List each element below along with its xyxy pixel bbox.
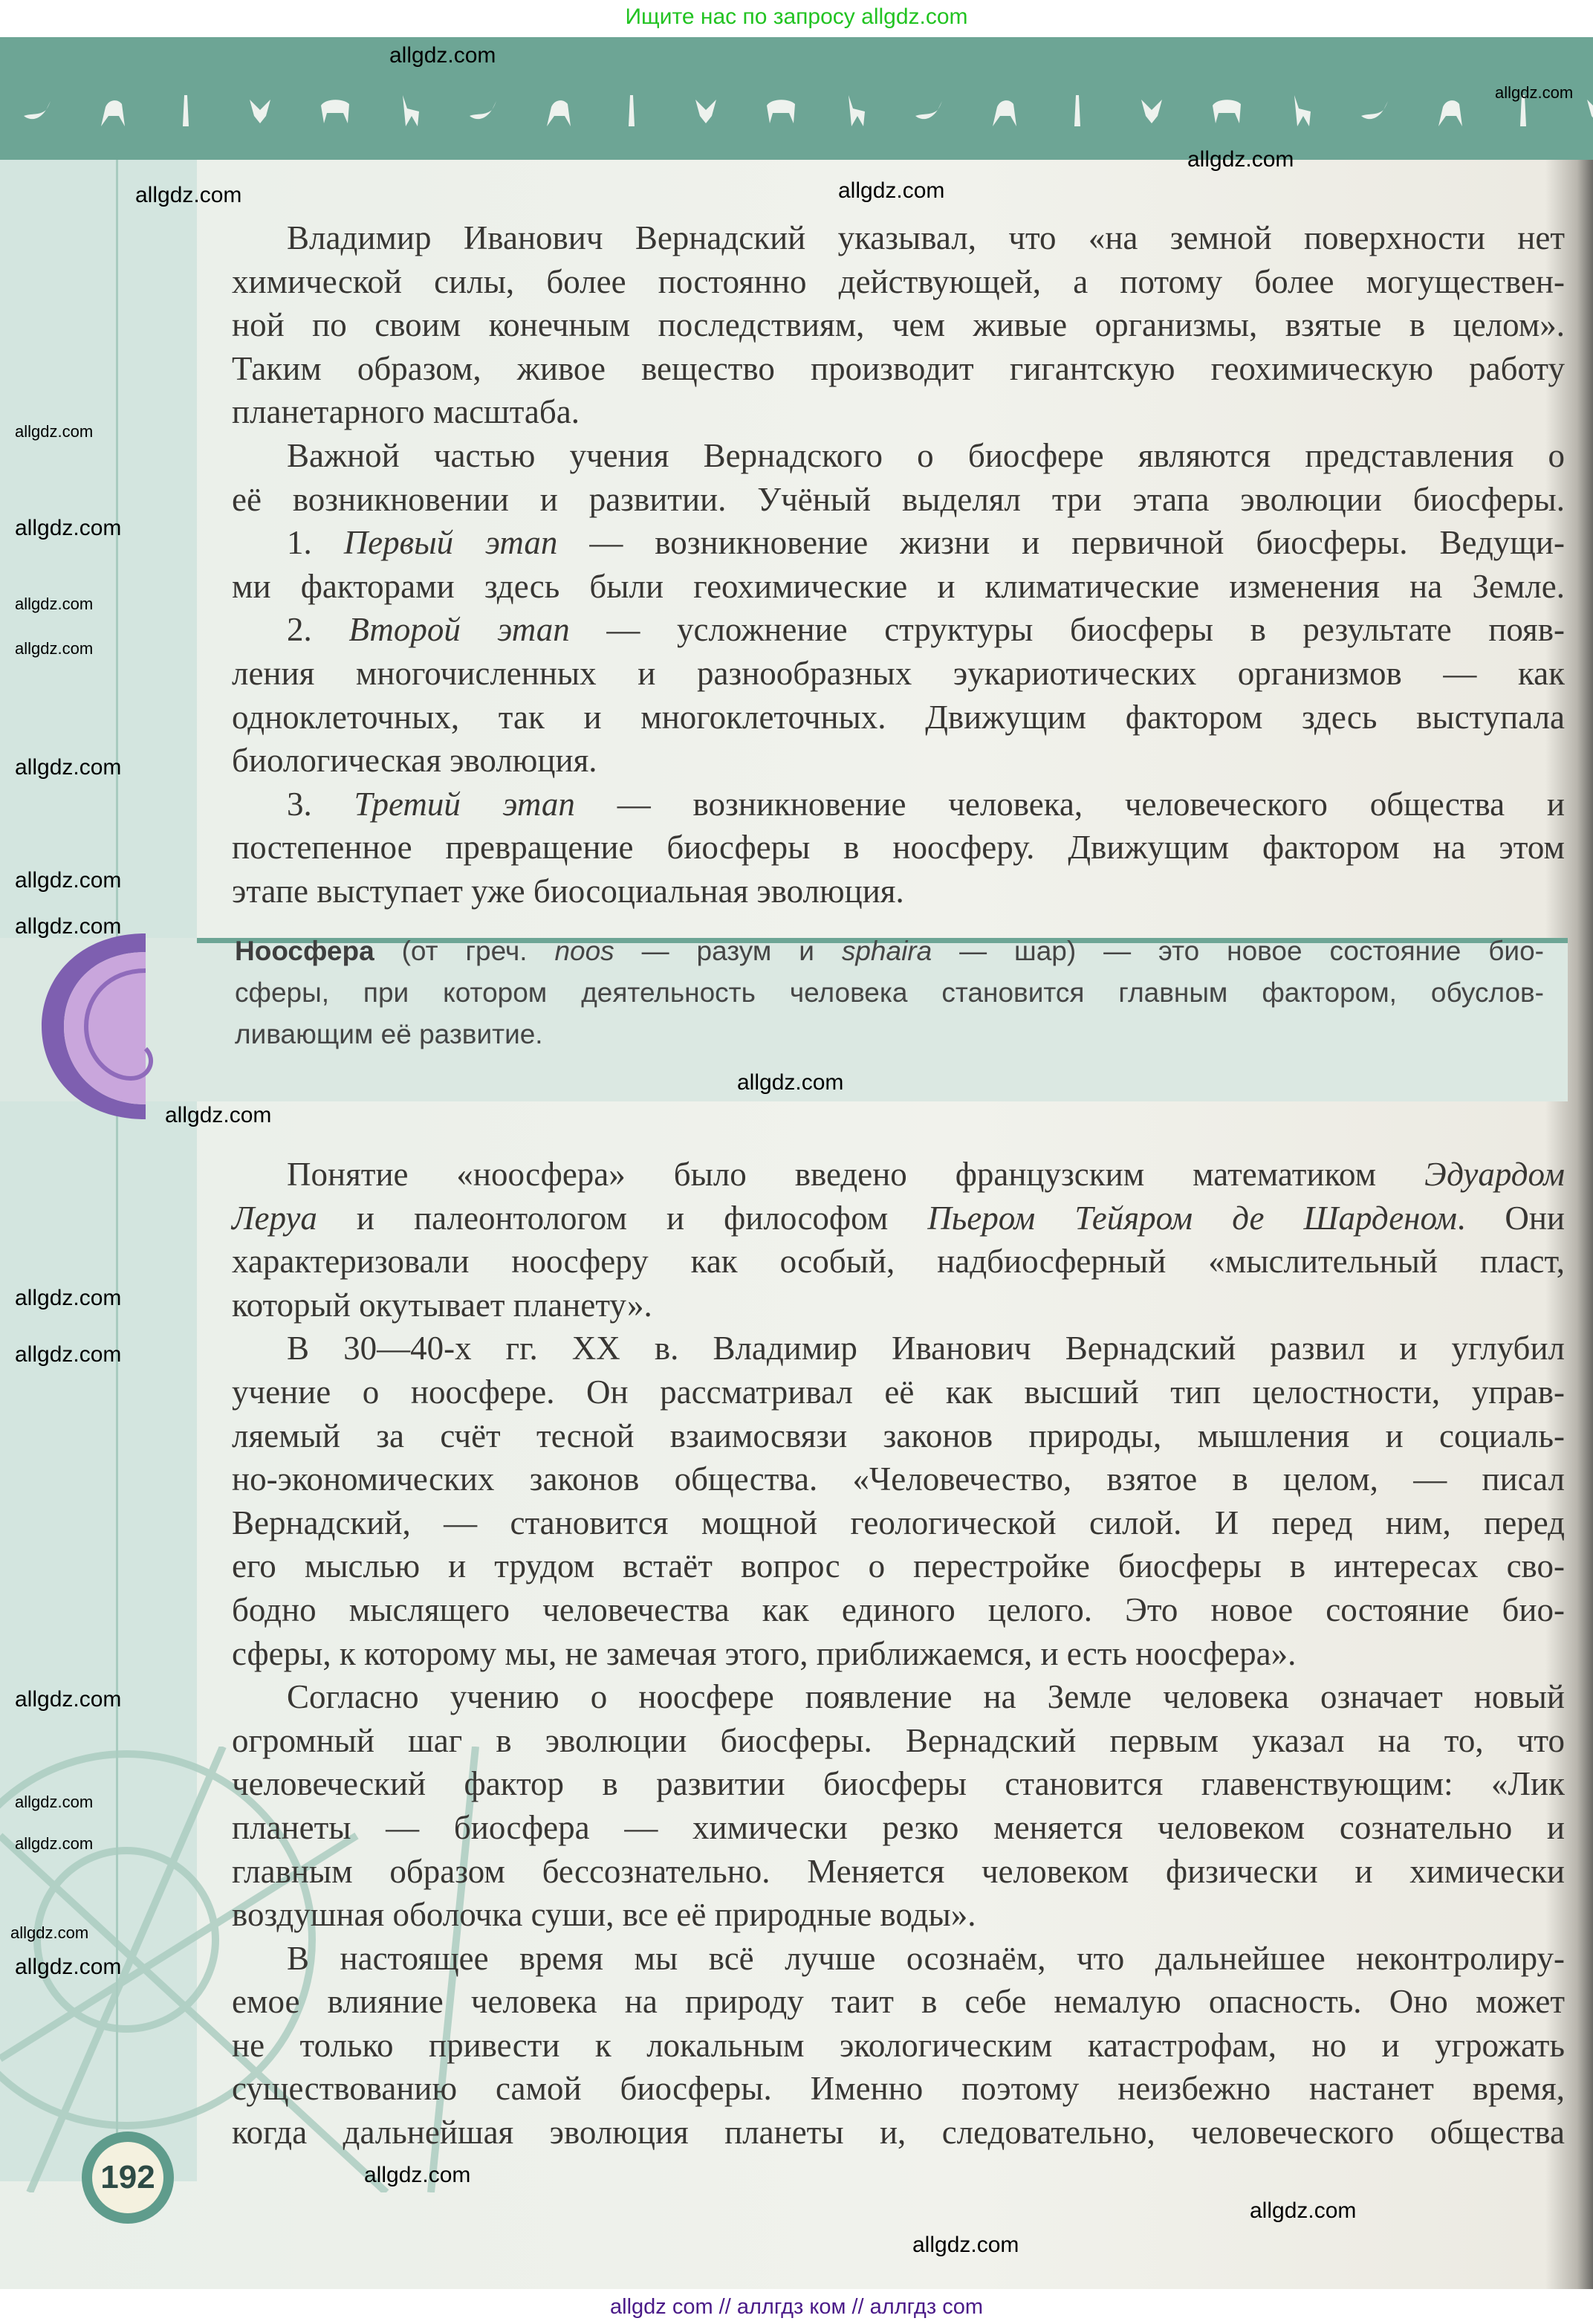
animal-silhouette-icon (690, 94, 722, 128)
animal-silhouette-icon (21, 94, 53, 128)
text-line (232, 1457, 1565, 1501)
animal-silhouette-icon (392, 94, 425, 128)
watermark: allgdz.com (389, 43, 496, 68)
text-line (232, 1153, 1565, 1197)
text-segment: планеты — биосфера — химически резко меняется человеком сознательно и (232, 1808, 1565, 1846)
emphasis: Третий этап (354, 785, 575, 823)
text-segment: 3. (287, 785, 354, 823)
watermark: allgdz.com (737, 1070, 844, 1095)
animal-silhouette-icon (764, 94, 796, 128)
noosphere-definition (235, 930, 1544, 1055)
text-segment: Таким образом, живое вещество производит гигантскую геохимическую работу (232, 349, 1565, 387)
text-line (232, 870, 1565, 913)
animal-silhouette-icon (1581, 94, 1593, 128)
animal-silhouette-icon (615, 94, 648, 128)
text-line (232, 652, 1565, 696)
animal-silhouette-icon (838, 94, 871, 128)
text-segment: сферы, при котором деятельность человека становится главным фактором, обуслов- (235, 977, 1544, 1008)
watermark: allgdz.com (15, 868, 122, 893)
text-segment: когда дальнейшая эволюция планеты и, следовательно, человеческого общества (232, 2114, 1565, 2152)
text-line (232, 2024, 1565, 2068)
text-segment: его мыслью и трудом встаёт вопрос о перестройке биосферы в интересах сво- (232, 1547, 1565, 1585)
text-segment: Согласно учению о ноосфере появление на Земле человека означает новый (287, 1678, 1565, 1716)
text-line (232, 1806, 1565, 1850)
text-segment: ми факторами здесь были геохимические и климатические изменения на Земле. (232, 567, 1565, 605)
text-line (232, 1370, 1565, 1414)
term: Ноосфера (235, 936, 374, 966)
animal-silhouette-icon (541, 94, 574, 128)
watermark: allgdz.com (15, 755, 122, 780)
text-line (232, 2111, 1565, 2155)
watermark: allgdz.com (15, 1286, 122, 1310)
text-segment: 2. (287, 611, 349, 649)
text-line (232, 1893, 1565, 1937)
text-line (232, 478, 1565, 522)
text-segment: Важной частью учения Вернадского о биосфере являются представления о (287, 436, 1565, 474)
header-animal-band (0, 37, 1593, 160)
text-segment: ливающим её развитие. (235, 1019, 543, 1049)
text-segment: емое влияние человека на природу таит в себе немалую опасность. Оно может (232, 1983, 1565, 2021)
watermark: allgdz.com (912, 2233, 1019, 2257)
text-segment: не только привести к локальным экологическим катастрофам, но и угрожать (232, 2026, 1565, 2064)
text-line (232, 1632, 1565, 1676)
animal-silhouette-icon (244, 94, 276, 128)
watermark: allgdz.com (15, 1955, 122, 1979)
text-segment: Владимир Иванович Вернадский указывал, что «на земной поверхности нет (287, 219, 1565, 256)
animal-silhouette-icon (95, 94, 128, 128)
text-segment: В настоящее время мы всё лучше осознаём, что дальнейшее неконтролиру- (287, 1939, 1565, 1977)
text-line (232, 1197, 1565, 1240)
text-segment: — усложнение структуры биосферы в результате появ- (569, 611, 1565, 649)
text-segment: 1. (287, 524, 344, 562)
animal-silhouette-icon (318, 94, 351, 128)
animal-silhouette-icon (169, 94, 202, 128)
animal-silhouette-icon (987, 94, 1019, 128)
text-line (232, 1675, 1565, 1719)
animal-silhouette-icon (1061, 94, 1094, 128)
text-segment: — разум и (614, 936, 842, 966)
text-segment: планетарного масштаба. (232, 393, 580, 431)
watermark: allgdz.com (15, 422, 94, 441)
text-line (235, 972, 1544, 1014)
watermark: allgdz.com (10, 1923, 89, 1942)
text-segment: существованию самой биосферы. Именно поэтому неизбежно настанет время, (232, 2070, 1565, 2108)
emphasis: Эдуардом (1424, 1156, 1565, 1193)
text-line (232, 303, 1565, 347)
text-segment: и палеонтологом и философом (317, 1199, 928, 1237)
watermark: allgdz.com (15, 914, 122, 939)
text-line (232, 1544, 1565, 1588)
text-segment: этапе выступает уже биосоциальная эволюция. (232, 872, 904, 910)
animal-silhouette-icon (1358, 94, 1391, 128)
animal-silhouette-icon (1433, 94, 1465, 128)
emphasis: Второй этап (348, 611, 570, 649)
spiral-icon (34, 926, 160, 1127)
watermark: allgdz.com (364, 2163, 471, 2187)
watermark: allgdz.com (135, 183, 242, 207)
text-segment: ной по своим конечным последствиям, чем живые организмы, взятые в целом». (232, 306, 1565, 344)
animal-silhouette-icon (1210, 94, 1242, 128)
text-segment: характеризовали ноосферу как особый, надбиосферный «мыслительный пласт, (232, 1243, 1565, 1281)
text-line (232, 1937, 1565, 1981)
text-line (232, 521, 1565, 565)
top-banner[interactable]: Ищите нас по запросу allgdz.com (625, 4, 968, 29)
text-line (232, 390, 1565, 434)
text-segment: биологическая эволюция. (232, 742, 597, 780)
emphasis: Первый этап (343, 524, 558, 562)
text-segment: бодно мыслящего человечества как единого целого. Это новое состояние био- (232, 1590, 1565, 1628)
emphasis: Леруа (232, 1199, 317, 1237)
text-line (232, 1501, 1565, 1545)
animal-silhouette-icon (1284, 94, 1317, 128)
watermark: allgdz.com (165, 1103, 272, 1127)
text-segment: Понятие «ноосфера» было введено французским математиком (287, 1156, 1425, 1193)
text-line (232, 696, 1565, 739)
text-segment: химической силы, более постоянно действующей, а потому более могуществен- (232, 262, 1565, 300)
text-segment: но-экономических законов общества. «Человечество, взятое в целом, — писал (232, 1460, 1565, 1498)
watermark: allgdz.com (1187, 147, 1294, 172)
watermark: allgdz.com (838, 178, 945, 203)
watermark: allgdz.com (15, 595, 94, 613)
text-segment: В 30—40-х гг. XX в. Владимир Иванович Вернадский развил и углубил (287, 1330, 1565, 1367)
text-segment: учение о ноосфере. Он рассматривал её как высший тип целостности, управ- (232, 1373, 1565, 1411)
text-line (232, 434, 1565, 478)
text-segment: её возникновении и развитии. Учёный выделял три этапа эволюции биосферы. (232, 480, 1565, 518)
text-line (232, 1327, 1565, 1370)
text-line (232, 565, 1565, 609)
bottom-banner[interactable]: allgdz com // аллгдз ком // аллгдз com (610, 2295, 983, 2319)
watermark: allgdz.com (15, 1342, 122, 1367)
text-segment: человеческий фактор в развитии биосферы становится главенствующим: «Лик (232, 1765, 1565, 1803)
text-segment: главным образом бессознательно. Меняется человеком физически и химически (232, 1852, 1565, 1890)
text-segment: — возникновение жизни и первичной биосферы. Ведущи- (557, 524, 1565, 562)
text-segment: ления многочисленных и разнообразных эукариотических организмов — как (232, 654, 1565, 692)
text-segment: — шар) — это новое состояние био- (932, 936, 1544, 966)
text-line (232, 1414, 1565, 1458)
text-segment: одноклеточных, так и многоклеточных. Движущим фактором здесь выступала (232, 698, 1565, 736)
text-line (235, 1014, 1544, 1055)
text-line (232, 1284, 1565, 1327)
text-line (232, 1762, 1565, 1806)
emphasis: Пьером Тейяром де Шарденом (927, 1199, 1458, 1237)
animal-silhouette-icon (912, 94, 945, 128)
watermark: allgdz.com (15, 1834, 94, 1853)
page-number: 192 (82, 2132, 174, 2224)
main-text-part-2 (232, 1153, 1565, 2155)
text-line (232, 1240, 1565, 1284)
text-segment: который окутывает планету». (232, 1286, 652, 1324)
text-segment: Вернадский, — становится мощной геологической силой. И перед ним, перед (232, 1504, 1565, 1541)
text-line (232, 739, 1565, 783)
watermark: allgdz.com (1250, 2198, 1357, 2223)
text-segment: воздушная оболочка суши, все её природные воды». (232, 1896, 976, 1934)
watermark: allgdz.com (15, 1793, 94, 1811)
text-segment: постепенное превращение биосферы в ноосферу. Движущим фактором на этом (232, 829, 1565, 867)
text-line (232, 1719, 1565, 1763)
watermark: allgdz.com (1495, 83, 1574, 102)
text-line (232, 826, 1565, 870)
watermark: allgdz.com (15, 1687, 122, 1712)
text-segment: (от греч. (374, 936, 555, 966)
text-line (232, 608, 1565, 652)
text-segment: сферы, к которому мы, не замечая этого, приближаемся, и есть ноосфера». (232, 1634, 1297, 1672)
text-line (232, 1588, 1565, 1632)
text-line (232, 2067, 1565, 2111)
text-line (232, 347, 1565, 391)
watermark: allgdz.com (15, 639, 94, 658)
emphasis: noos (554, 936, 614, 966)
text-segment: — возникновение человека, человеческого общества и (574, 785, 1565, 823)
text-line (232, 216, 1565, 260)
emphasis: sphaira (841, 936, 932, 966)
text-segment: огромный шаг в эволюции биосферы. Вернадский первым указал на то, что (232, 1721, 1565, 1759)
text-line (232, 260, 1565, 304)
text-line (232, 783, 1565, 826)
text-line (232, 1850, 1565, 1894)
text-segment: . Они (1457, 1199, 1565, 1237)
text-segment: ляемый за счёт тесной взаимосвязи законов природы, мышления и социаль- (232, 1417, 1565, 1454)
animal-silhouette-icon (467, 94, 499, 128)
animal-silhouette-icon (1135, 94, 1168, 128)
text-line (235, 930, 1544, 972)
text-line (232, 1980, 1565, 2024)
main-text-part-1 (232, 216, 1565, 913)
watermark: allgdz.com (15, 516, 122, 540)
